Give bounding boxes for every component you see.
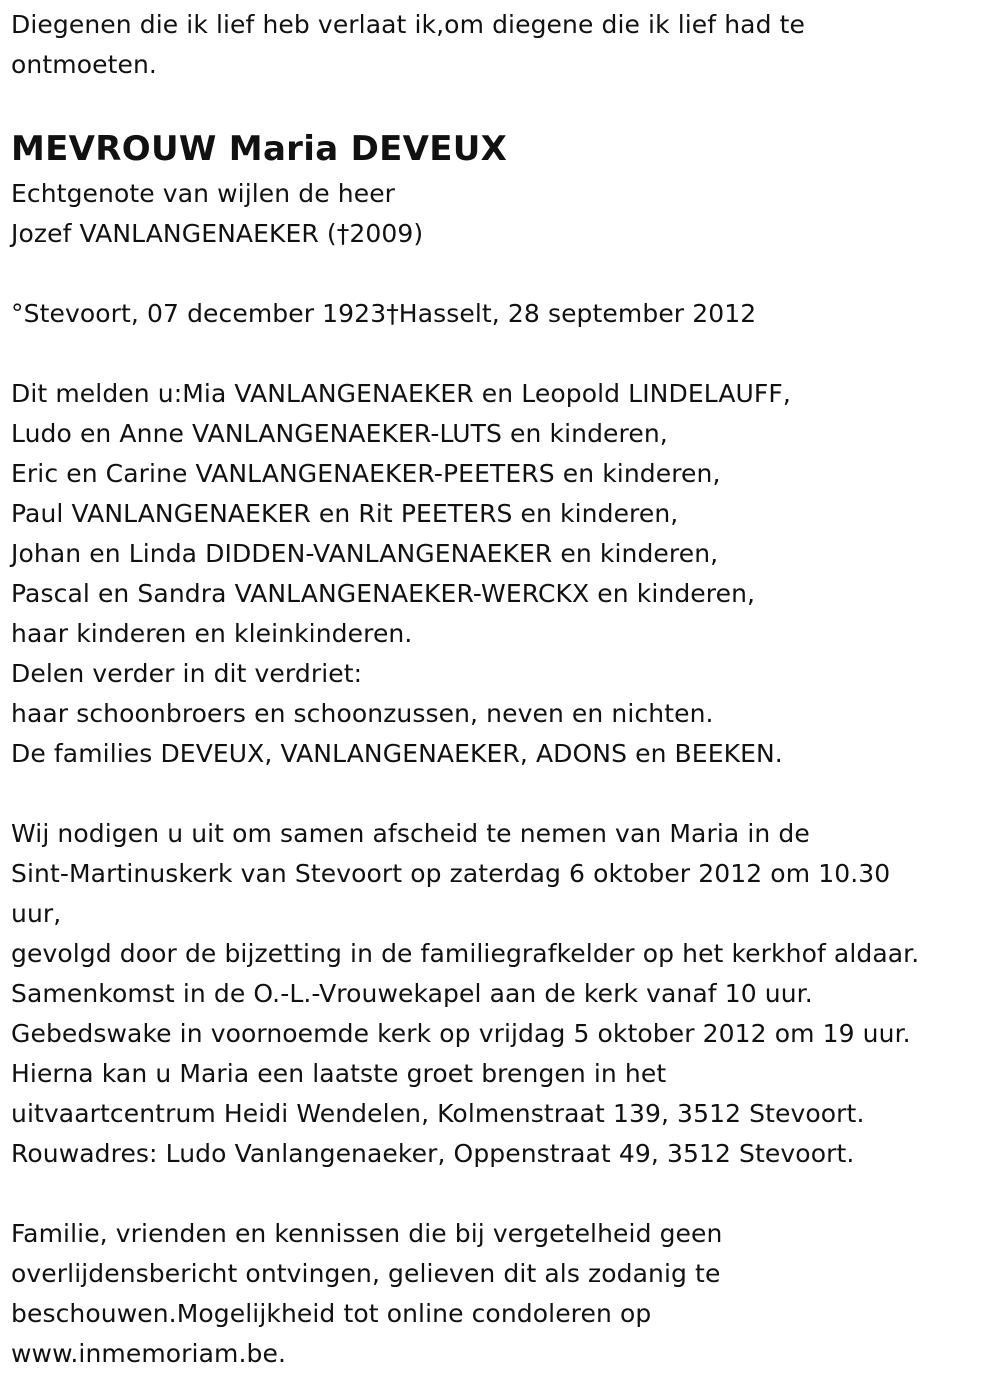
spouse-line: Echtgenote van wijlen de heer	[11, 179, 396, 208]
announcer-line: Eric en Carine VANLANGENAEKER-PEETERS en kinderen,	[11, 459, 721, 488]
announcer-line: De families DEVEUX, VANLANGENAEKER, ADONS en BEEKEN.	[11, 739, 783, 768]
closing-section	[11, 1214, 991, 1374]
spouse-line: Jozef VANLANGENAEKER (†2009)	[11, 219, 424, 248]
announcer-line: Delen verder in dit verdriet:	[11, 659, 363, 688]
ceremony-section	[11, 814, 991, 1174]
closing-line: www.inmemoriam.be.	[11, 1339, 287, 1368]
spacer	[11, 1174, 991, 1214]
announcer-line: Dit melden u:Mia VANLANGENAEKER en Leopold LINDELAUFF,	[11, 379, 791, 408]
announcers-section	[11, 374, 991, 774]
ceremony-line: Gebedswake in voornoemde kerk op vrijdag 5 oktober 2012 om 19 uur.	[11, 1019, 911, 1048]
ceremony-line: uur,	[11, 899, 62, 928]
announcer-line: haar kinderen en kleinkinderen.	[11, 619, 413, 648]
announcer-line: Ludo en Anne VANLANGENAEKER-LUTS en kinderen,	[11, 419, 668, 448]
spacer	[11, 334, 991, 374]
closing-line: Familie, vrienden en kennissen die bij vergetelheid geen	[11, 1219, 723, 1248]
intro-quote-line: ontmoeten.	[11, 50, 157, 79]
ceremony-line: Wij nodigen u uit om samen afscheid te nemen van Maria in de	[11, 819, 810, 848]
ceremony-line: Hierna kan u Maria een laatste groet brengen in het	[11, 1059, 667, 1088]
announcer-line: Pascal en Sandra VANLANGENAEKER-WERCKX en kinderen,	[11, 579, 756, 608]
ceremony-line: Sint-Martinuskerk van Stevoort op zaterdag 6 oktober 2012 om 10.30	[11, 859, 891, 888]
announcer-line: Johan en Linda DIDDEN-VANLANGENAEKER en kinderen,	[11, 539, 719, 568]
ceremony-line: Samenkomst in de O.-L.-Vrouwekapel aan de kerk vanaf 10 uur.	[11, 979, 813, 1008]
ceremony-line: gevolgd door de bijzetting in de familiegrafkelder op het kerkhof aldaar.	[11, 939, 920, 968]
spacer	[11, 774, 991, 814]
closing-line: overlijdensbericht ontvingen, gelieven dit als zodanig te	[11, 1259, 721, 1288]
announcer-line: Paul VANLANGENAEKER en Rit PEETERS en kinderen,	[11, 499, 679, 528]
spacer	[11, 254, 991, 294]
deceased-name: MEVROUW Maria DEVEUX	[11, 129, 508, 169]
obituary-notice	[11, 5, 991, 1374]
announcer-line: haar schoonbroers en schoonzussen, neven en nichten.	[11, 699, 714, 728]
birth-death-dates: °Stevoort, 07 december 1923†Hasselt, 28 september 2012	[11, 299, 757, 328]
ceremony-line: Rouwadres: Ludo Vanlangenaeker, Oppenstraat 49, 3512 Stevoort.	[11, 1139, 855, 1168]
closing-line: beschouwen.Mogelijkheid tot online condoleren op	[11, 1299, 652, 1328]
intro-quote-line: Diegenen die ik lief heb verlaat ik,om diegene die ik lief had te	[11, 10, 805, 39]
ceremony-line: uitvaartcentrum Heidi Wendelen, Kolmenstraat 139, 3512 Stevoort.	[11, 1099, 865, 1128]
